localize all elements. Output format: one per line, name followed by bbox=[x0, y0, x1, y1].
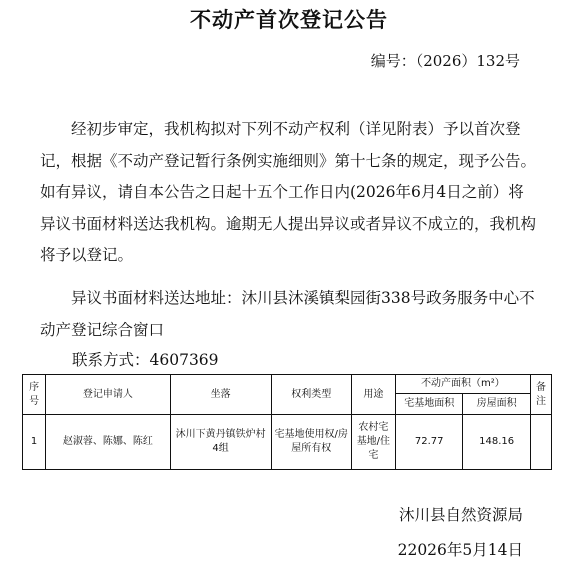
registration-table bbox=[22, 374, 552, 470]
header-remark: 备注 bbox=[530, 375, 551, 415]
header-location: 坐落 bbox=[170, 375, 271, 415]
header-right-type: 权利类型 bbox=[271, 375, 351, 415]
cell-land-area: 72.77 bbox=[396, 415, 463, 470]
cell-seq: 1 bbox=[23, 415, 46, 470]
header-land-area: 宅基地面积 bbox=[396, 394, 463, 415]
page-title: 不动产首次登记公告 bbox=[190, 8, 388, 32]
header-house-area: 房屋面积 bbox=[463, 394, 530, 415]
document-number: 编号：（2026）132号 bbox=[370, 52, 520, 70]
cell-applicant: 赵淑蓉、陈娜、陈红 bbox=[46, 415, 170, 470]
objection-address: 异议书面材料送达地址：沐川县沐溪镇梨园街338号政务服务中心不动产登记综合窗口 bbox=[40, 289, 535, 339]
header-usage: 用途 bbox=[351, 375, 395, 415]
header-seq: 序号 bbox=[23, 375, 46, 415]
cell-right-type: 宅基地使用权/房屋所有权 bbox=[271, 415, 351, 470]
cell-remark bbox=[530, 415, 551, 470]
issue-date: 22026年5月14日 bbox=[397, 541, 523, 559]
contact-info: 联系方式：4607369 bbox=[72, 351, 219, 369]
header-area-group: 不动产面积（m²） bbox=[396, 375, 531, 394]
cell-location: 沐川下黄丹镇铁炉村4组 bbox=[170, 415, 271, 470]
header-applicant: 登记申请人 bbox=[46, 375, 170, 415]
cell-usage: 农村宅基地/住宅 bbox=[351, 415, 395, 470]
cell-house-area: 148.16 bbox=[463, 415, 530, 470]
issuer-signature: 沐川县自然资源局 bbox=[398, 506, 523, 524]
announcement-body: 经初步审定，我机构拟对下列不动产权利（详见附表）予以首次登记，根据《不动产登记暂行条例实施细则》第十七条的规定，现予公告。如有异议，请自本公告之日起十五个工作日内(2026年6月4日之前）将异议书面材料送达我机构。逾期无人提出异议或者异议不成立的，我机构将予以登记。 bbox=[40, 120, 537, 264]
table-row bbox=[23, 415, 552, 470]
